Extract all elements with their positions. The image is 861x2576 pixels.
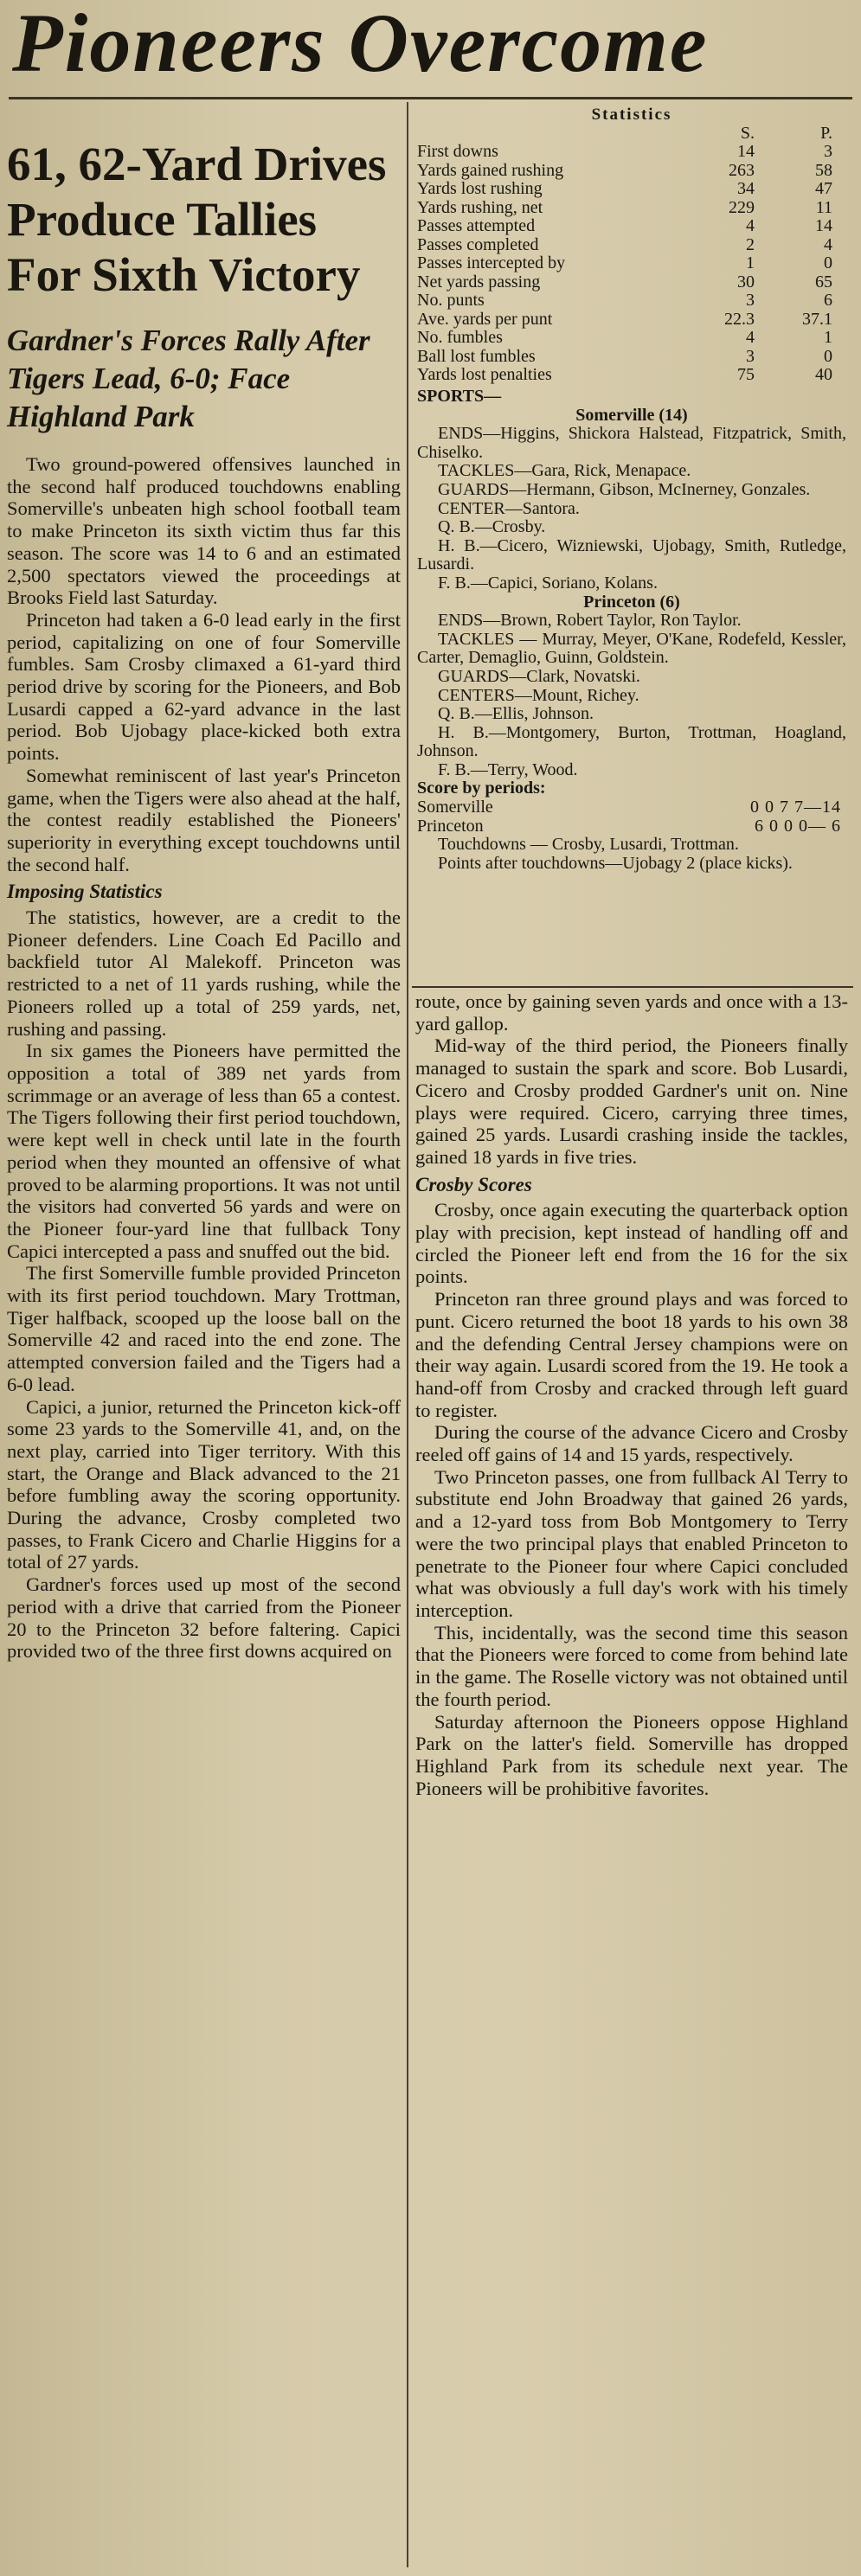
lineup-line: TACKLES — Murray, Meyer, O'Kane, Rodefeld, Kessler, Carter, Demaglio, Guinn, Goldstein.: [417, 629, 846, 668]
stat-value-princeton: 6: [824, 291, 832, 310]
stat-row: [417, 217, 846, 236]
article-paragraph: Two Princeton passes, one from fullback Al Terry to substitute end John Broadway that gained 26 yards, and a 12-yard toss from Bob Montgomery to Terry were the two principal plays that enabled Princeton to penetrate to the Pioneer four where Capici concluded what was obviously a full day's work with his timely interception.: [415, 1465, 848, 1621]
stat-value-somerville: 34: [737, 179, 755, 198]
stat-value-princeton: 1: [824, 328, 832, 347]
stat-value-princeton: 0: [824, 346, 832, 366]
score-row: [417, 817, 846, 836]
stat-value-somerville: 4: [746, 328, 755, 347]
score-team: Somerville: [417, 798, 493, 817]
stat-value-princeton: 47: [815, 179, 832, 198]
lineup-line: H. B.—Cicero, Wizniewski, Ujobagy, Smith, Rutledge, Lusardi.: [417, 535, 846, 574]
stat-value-princeton: 0: [824, 253, 832, 272]
article-paragraph: During the course of the advance Cicero and Crosby reeled off gains of 14 and 15 yards, respectively.: [415, 1421, 848, 1466]
article-paragraph: Somewhat reminiscent of last year's Princeton game, when the Tigers were also ahead at the half, the contest readily established the Pioneers' superiority in everything except touchdowns until the second half.: [7, 764, 401, 875]
stat-label: Passes completed: [417, 235, 539, 254]
stat-value-princeton: 65: [815, 272, 832, 292]
stat-value-princeton: 58: [815, 160, 832, 180]
section-subhead: Imposing Statistics: [7, 881, 163, 903]
stat-row: [417, 254, 846, 273]
stat-value-somerville: 3: [746, 346, 755, 366]
statistics-box: [417, 106, 846, 385]
stat-value-princeton: 4: [824, 234, 832, 254]
stat-row: [417, 143, 846, 162]
stat-value-somerville: 22.3: [724, 309, 755, 329]
stat-value-princeton: 3: [824, 142, 832, 161]
scoring-line: Touchdowns — Crosby, Lusardi, Trottman.: [438, 835, 739, 855]
stat-value-somerville: 75: [737, 365, 755, 384]
stat-label: Passes attempted: [417, 217, 536, 235]
stat-value-princeton: 14: [815, 216, 832, 235]
stat-label: Yards lost rushing: [417, 180, 543, 198]
article-paragraph: Gardner's forces used up most of the second period with a drive that carried from the Pioneer 20 to the Princeton 32 before faltering. Capici provided two of the three first downs acquired on: [7, 1573, 401, 1663]
article-paragraph: Princeton had taken a 6-0 lead early in the first period, capitalizing on one of four Somerville fumbles. Sam Crosby climaxed a 61-yard third period drive by scoring for the Pioneers, and Bob Lusardi capped a 62-yard advance in the last period. Bob Ujobagy place-kicked both extra points.: [7, 608, 401, 765]
article-paragraph: Princeton ran three ground plays and was forced to punt. Cicero returned the boot 18 yards to his own 38 and the defending Central Jersey champions were on their way again. Lusardi scored from the 19. He took a hand-off from Crosby and cracked through left guard to register.: [415, 1288, 848, 1421]
lineup-line: H. B.—Montgomery, Burton, Trottman, Hoagland, Johnson.: [417, 722, 846, 761]
statistics-header: [417, 125, 846, 144]
stat-label: Passes intercepted by: [417, 254, 566, 272]
stat-label: Ave. yards per punt: [417, 310, 553, 329]
stat-value-somerville: 14: [737, 142, 755, 161]
score-values: 6 0 0 0— 6: [755, 816, 841, 836]
stat-value-princeton: 11: [815, 197, 832, 217]
lineup-line: Q. B.—Crosby.: [438, 517, 546, 537]
stat-label: No. punts: [417, 292, 485, 310]
lineups: [417, 388, 846, 873]
article-paragraph: Saturday afternoon the Pioneers oppose Highland Park on the latter's field. Somerville has dropped Highland Park from its schedule next year. The Pioneers will be prohibitive favorites.: [415, 1710, 848, 1799]
subdeck-headline: Gardner's Forces Rally After Tigers Lead, 6-0; Face Highland Park: [7, 324, 370, 433]
stat-value-somerville: 1: [746, 253, 755, 272]
lineup-line: Q. B.—Ellis, Johnson.: [438, 704, 594, 724]
statistics-title: Statistics: [591, 106, 672, 124]
article-paragraph: route, once by gaining seven yards and once with a 13-yard gallop.: [415, 990, 848, 1035]
stat-value-somerville: 3: [746, 291, 755, 310]
team-name: Somerville (14): [575, 405, 688, 425]
stat-row: [417, 199, 846, 218]
stat-row: [417, 180, 846, 199]
lineup-line: CENTERS—Mount, Richey.: [438, 685, 639, 705]
stat-label: Ball lost fumbles: [417, 347, 536, 366]
stat-label: Yards rushing, net: [417, 198, 543, 217]
section-rule: [412, 986, 853, 988]
lineup-line: GUARDS—Clark, Novatski.: [438, 666, 640, 686]
lineup-line: F. B.—Terry, Wood.: [438, 759, 578, 779]
stat-label: No. fumbles: [417, 329, 503, 347]
article-paragraph: Mid-way of the third period, the Pioneers finally managed to sustain the spark and score. Bob Lusardi, Cicero and Crosby prodded Gardner's unit on. Nine plays were required. Cicero, carrying three times, gained 25 yards. Lusardi crashing inside the tackles, gained 18 yards in five tries.: [415, 1035, 848, 1168]
lineup-line: CENTER—Santora.: [438, 498, 580, 518]
article-paragraph: Two ground-powered offensives launched in the second half produced touchdowns enabling Somerville's unbeaten high school football team to make Princeton its sixth victim thus far this season. The score was 14 to 6 and an estimated 2,500 spectators viewed the proceedings at Brooks Field last Saturday.: [7, 453, 401, 609]
stat-row: [417, 236, 846, 255]
headline: Pioneers Overcome: [12, 0, 709, 89]
article-paragraph: This, incidentally, was the second time this season that the Pioneers were forced to come from behind late in the game. The Roselle victory was not obtained until the fourth period.: [415, 1621, 848, 1710]
stat-row: [417, 348, 846, 367]
headline-rule: [9, 97, 852, 99]
team-name: Princeton (6): [583, 592, 680, 612]
article-paragraph: Capici, a junior, returned the Princeton kick-off some 23 yards to the Somerville 41, and, on the next play, carried into Tiger territory. With this start, the Orange and Black advanced to the 21 before fumbling away the scoring opportunity. During the advance, Crosby completed two passes, to Frank Cicero and Charlie Higgins for a total of 27 yards.: [7, 1395, 401, 1573]
stat-label: First downs: [417, 143, 498, 161]
article-paragraph: The statistics, however, are a credit to the Pioneer defenders. Line Coach Ed Pacillo and backfield tutor Al Malekoff. Princeton was restricted to a net of 11 yards rushing, while the Pioneers rolled up a total of 259 yards, net, rushing and passing.: [7, 907, 401, 1040]
stat-value-somerville: 30: [737, 272, 755, 292]
stat-row: [417, 366, 846, 385]
stats-col-p: P.: [820, 123, 832, 143]
stat-value-somerville: 4: [746, 216, 755, 235]
stat-row: [417, 329, 846, 348]
left-column: [7, 130, 401, 1663]
article-paragraph: The first Somerville fumble provided Princeton with its first period touchdown. Mary Trottman, Tiger halfback, scooped up the loose ball on the Somerville 42 and raced into the end zone. The attempted conversion failed and the Tigers had a 6-0 lead.: [7, 1262, 401, 1395]
stat-row: [417, 292, 846, 311]
section-subhead: Crosby Scores: [415, 1173, 532, 1195]
article-paragraph: In six games the Pioneers have permitted the opposition a total of 389 net yards from scrimmage or an average of less than 65 a contest. The Tigers following their first period touchdown, were kept well in check until late in the fourth period when they mounted an offensive of what proved to be alarming proportions. It was not until the visitors had converted 56 yards and were on the Pioneer four-yard line that fullback Tony Capici intercepted a pass and snuffed out the bid.: [7, 1040, 401, 1262]
statistics-rows: [417, 143, 846, 385]
stat-value-somerville: 263: [729, 160, 755, 180]
stat-value-princeton: 37.1: [802, 309, 832, 329]
stat-value-somerville: 2: [746, 234, 755, 254]
column-divider: [407, 102, 408, 2567]
stats-col-s: S.: [740, 123, 755, 143]
stat-row: [417, 311, 846, 330]
stat-label: Yards gained rushing: [417, 161, 564, 180]
stat-label: Yards lost penalties: [417, 366, 552, 384]
scoring-line: Points after touchdowns—Ujobagy 2 (place kicks).: [438, 853, 793, 873]
score-values: 0 0 7 7—14: [750, 798, 841, 817]
lineup-line: ENDS—Higgins, Shickora Halstead, Fitzpatrick, Smith, Chiselko.: [417, 424, 846, 462]
score-row: [417, 798, 846, 817]
lineup-line: ENDS—Brown, Robert Taylor, Ron Taylor.: [438, 611, 742, 631]
score-by-periods-heading: Score by periods:: [417, 779, 546, 798]
deck-headline: 61, 62-Yard Drives Produce Tallies For Sixth Victory: [7, 138, 387, 301]
stat-row: [417, 273, 846, 292]
stat-label: Net yards passing: [417, 272, 541, 292]
lineup-line: GUARDS—Hermann, Gibson, McInerney, Gonzales.: [438, 479, 811, 499]
score-team: Princeton: [417, 816, 484, 836]
lineup-line: TACKLES—Gara, Rick, Menapace.: [438, 461, 691, 481]
lineup-line: F. B.—Capici, Soriano, Kolans.: [438, 573, 658, 593]
right-column-continuation: [415, 990, 848, 1799]
stat-value-somerville: 229: [729, 197, 755, 217]
article-paragraph: Crosby, once again executing the quarterback option play with precision, kept instead of handling off and circled the Pioneer left end from the 16 for the six points.: [415, 1199, 848, 1288]
lineups-heading: SPORTS—: [417, 387, 502, 406]
stat-row: [417, 162, 846, 181]
stat-value-princeton: 40: [815, 365, 832, 384]
